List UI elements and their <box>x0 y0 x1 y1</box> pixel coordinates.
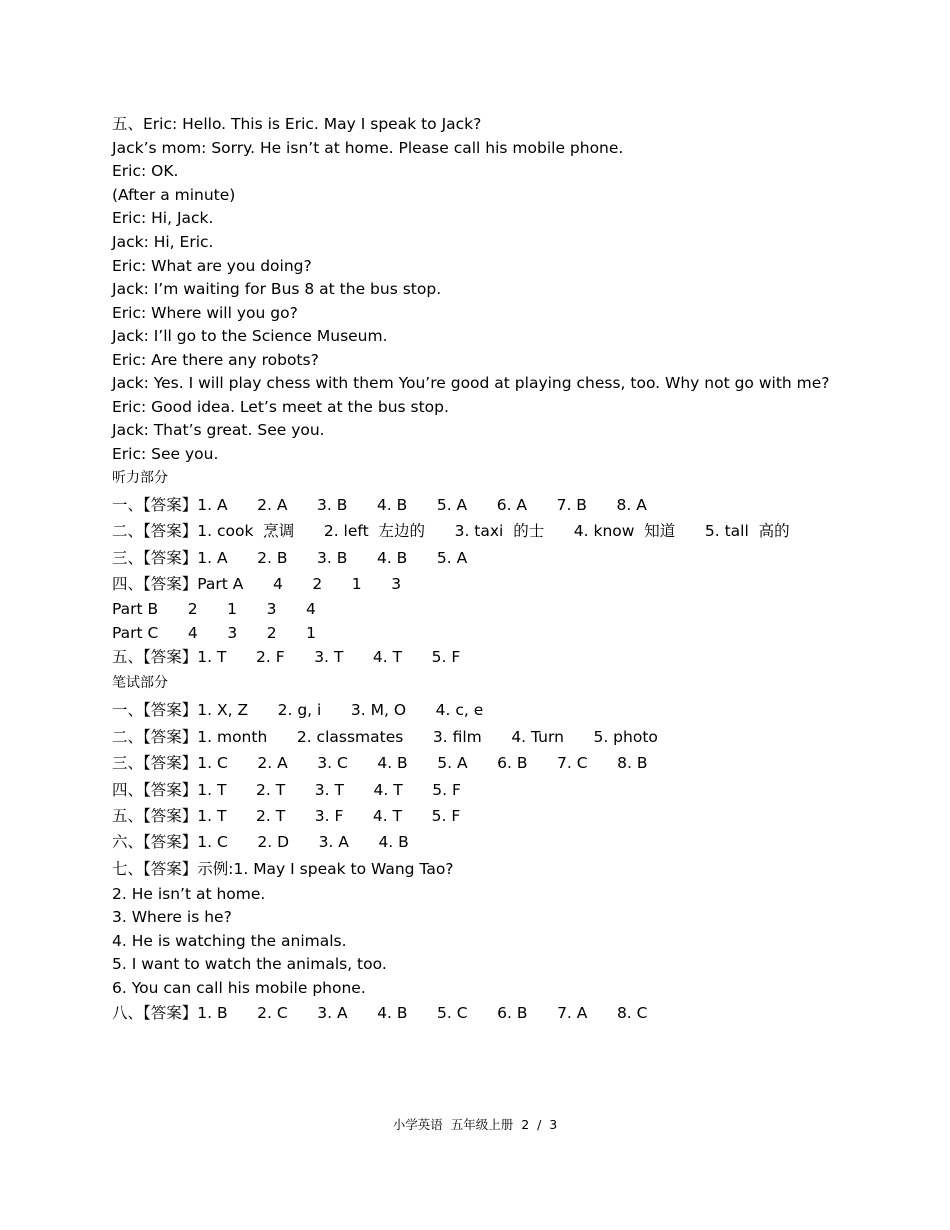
dialogue-line: Eric: See you. <box>112 445 219 463</box>
answer-line: 4. He is watching the animals. <box>112 932 347 950</box>
answer-line: 四、【答案】1. T 2. T 3. T 4. T 5. F <box>112 781 461 799</box>
dialogue-line: Jack: I’ll go to the Science Museum. <box>112 327 388 345</box>
dialogue-line: Jack: I’m waiting for Bus 8 at the bus stop. <box>112 280 442 298</box>
page-footer: 小学英语 五年级上册 2 / 3 <box>392 1117 558 1132</box>
answer-line: Part B 2 1 3 4 <box>112 600 316 618</box>
dialogue-line: Jack: That’s great. See you. <box>112 421 325 439</box>
answer-line: 二、【答案】1. month 2. classmates 3. film 4. Turn 5. photo <box>112 728 658 746</box>
answer-line: 三、【答案】1. A 2. B 3. B 4. B 5. A <box>112 549 468 567</box>
section-heading-writing: 笔试部分 <box>112 675 168 691</box>
answer-line: 二、【答案】1. cook 烹调 2. left 左边的 3. taxi 的士 4. know 知道 5. tall 高的 <box>112 522 790 540</box>
answer-line: 五、【答案】1. T 2. F 3. T 4. T 5. F <box>112 648 461 666</box>
answer-line: 六、【答案】1. C 2. D 3. A 4. B <box>112 833 409 851</box>
answer-line: 一、【答案】1. A 2. A 3. B 4. B 5. A 6. A 7. B 8. A <box>112 496 647 514</box>
dialogue-line: Eric: Good idea. Let’s meet at the bus stop. <box>112 398 449 416</box>
answer-line: 八、【答案】1. B 2. C 3. A 4. B 5. C 6. B 7. A 8. C <box>112 1004 648 1022</box>
answer-line: 一、【答案】1. X, Z 2. g, i 3. M, O 4. c, e <box>112 701 484 719</box>
answer-line: 2. He isn’t at home. <box>112 885 266 903</box>
answer-line: 五、【答案】1. T 2. T 3. F 4. T 5. F <box>112 807 461 825</box>
dialogue-line: Eric: What are you doing? <box>112 257 312 275</box>
answer-line: 七、【答案】示例:1. May I speak to Wang Tao? <box>112 860 454 878</box>
dialogue-line: Jack: Yes. I will play chess with them You’re good at playing chess, too. Why not go with me? <box>112 374 830 392</box>
answer-line: 3. Where is he? <box>112 908 232 926</box>
answer-line: Part C 4 3 2 1 <box>112 624 317 642</box>
dialogue-line: (After a minute) <box>112 186 236 204</box>
dialogue-line: Eric: Where will you go? <box>112 304 298 322</box>
dialogue-line: Eric: Hi, Jack. <box>112 209 214 227</box>
dialogue-line: Jack: Hi, Eric. <box>112 233 214 251</box>
dialogue-line: Eric: Are there any robots? <box>112 351 319 369</box>
section-heading-listening: 听力部分 <box>112 470 168 486</box>
answer-line: 四、【答案】Part A 4 2 1 3 <box>112 575 402 593</box>
dialogue-line: Eric: OK. <box>112 162 179 180</box>
answer-line: 5. I want to watch the animals, too. <box>112 955 387 973</box>
dialogue-line: 五、Eric: Hello. This is Eric. May I speak to Jack? <box>112 115 482 133</box>
answer-line: 6. You can call his mobile phone. <box>112 979 366 997</box>
answer-line: 三、【答案】1. C 2. A 3. C 4. B 5. A 6. B 7. C 8. B <box>112 754 648 772</box>
dialogue-line: Jack’s mom: Sorry. He isn’t at home. Please call his mobile phone. <box>112 139 624 157</box>
